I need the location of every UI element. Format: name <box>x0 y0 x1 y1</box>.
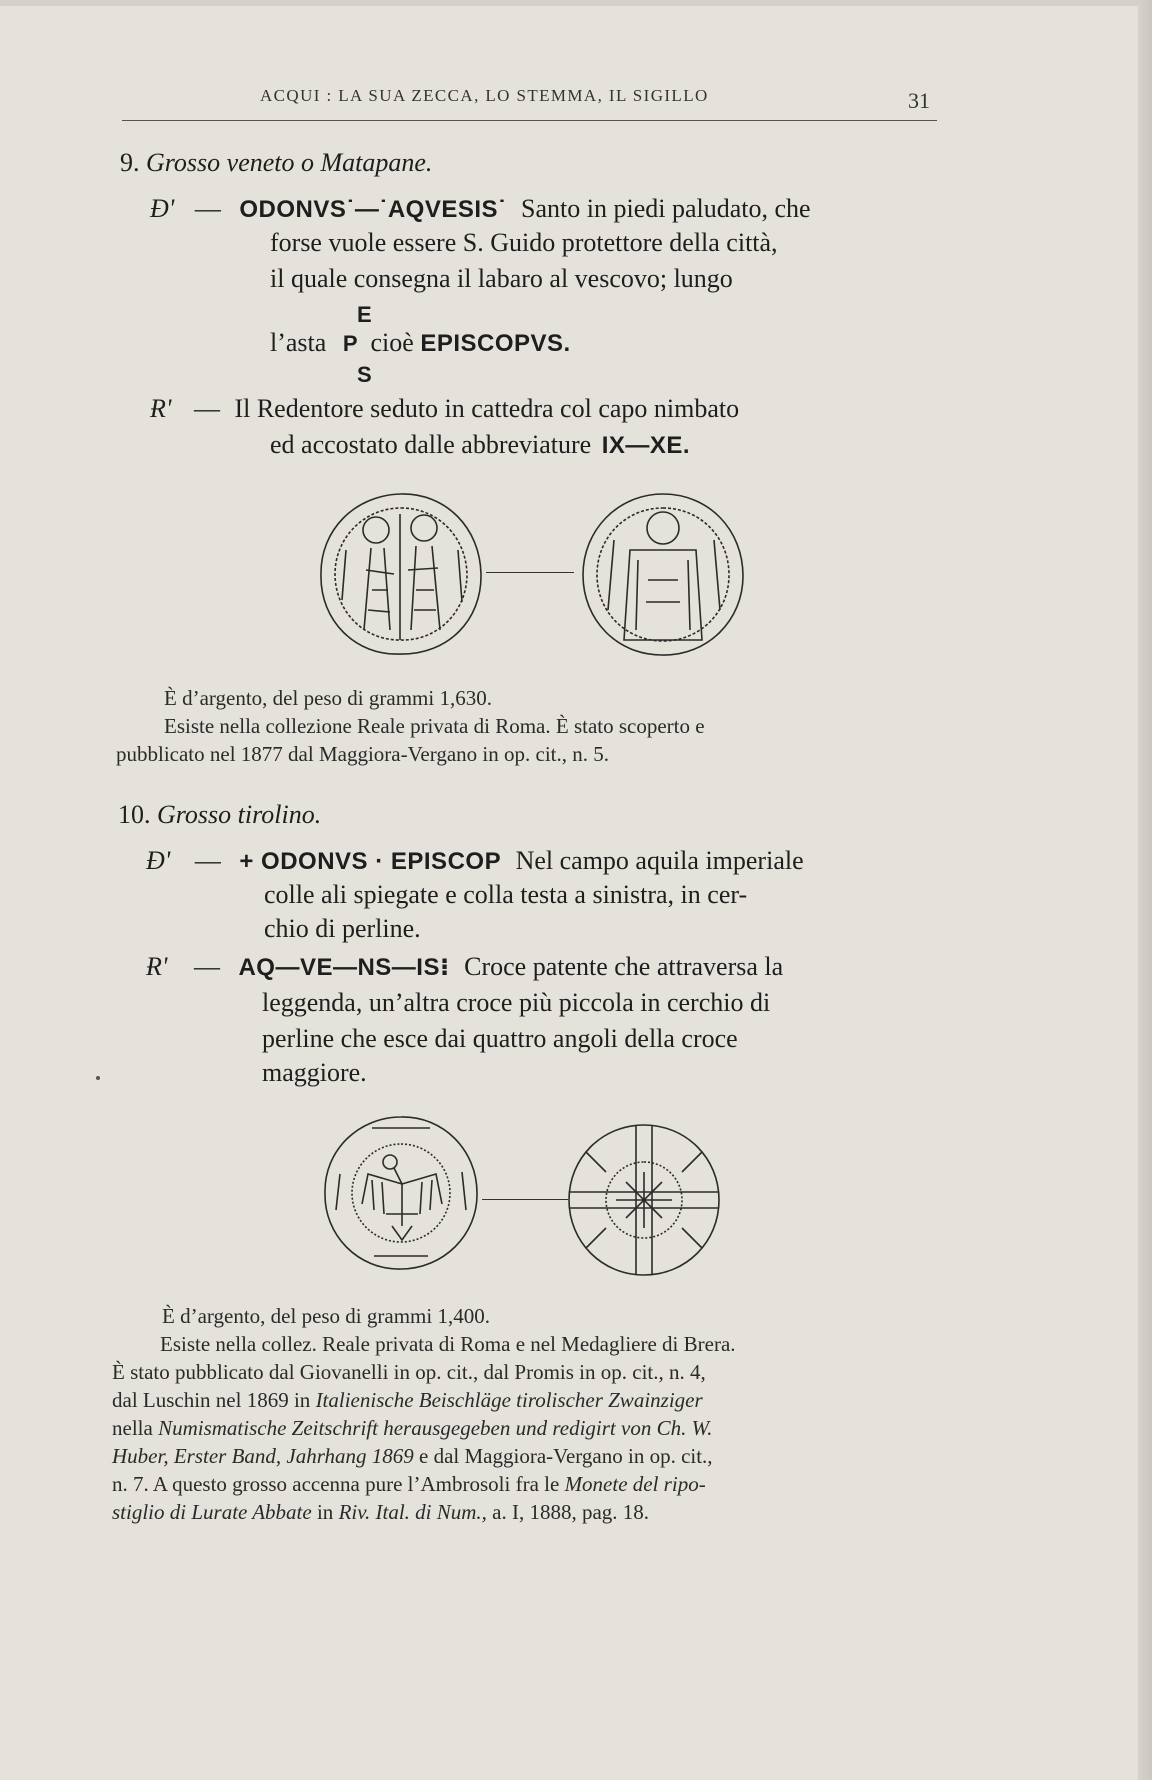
entry9-number: 9. <box>120 148 140 177</box>
reverse-dash: — <box>193 394 220 423</box>
note5-text: e dal Maggiora-Vergano in op. cit., <box>419 1444 713 1468</box>
entry9-reverse-line2 <box>270 432 690 458</box>
entry9-obverse-line2: forse vuole essere S. Guido protettore della città, <box>270 228 778 257</box>
entry10-note6 <box>112 1474 706 1495</box>
stack-letter-p: P <box>342 331 358 356</box>
reverse10-line1-text: Croce patente che attraversa la <box>464 952 784 981</box>
obverse-legend-2: AQVESIS <box>387 196 499 223</box>
obverse10-dash: — <box>194 846 221 875</box>
obverse-legend-1: ODONVS <box>239 196 347 223</box>
entry9-reverse-line1 <box>150 396 739 422</box>
entry9-title: Grosso veneto o Matapane. <box>146 148 433 177</box>
obverse10-legend: + ODONVS · EPISCOP <box>239 848 502 875</box>
coin-pair2-connector <box>482 1199 568 1200</box>
note7-italic1: stiglio di Lurate Abbate <box>112 1500 312 1524</box>
running-head: ACQUI : LA SUA ZECCA, LO STEMMA, IL SIGILLO <box>260 86 709 105</box>
reverse-line1-text: Il Redentore seduto in cattedra col capo nimbato <box>234 394 740 423</box>
entry10-reverse-line2: leggenda, un’altra croce più piccola in cerchio di <box>262 988 771 1017</box>
obverse-legend-sep: ˙—˙ <box>346 196 388 223</box>
obverse10-symbol: Ɖ' <box>146 846 171 875</box>
obverse-line1-text: Santo in piedi paludato, che <box>521 194 811 223</box>
line4-bold: EPISCOPVS. <box>420 330 571 357</box>
note6-italic: Monete del ripo- <box>564 1472 706 1496</box>
page-number: 31 <box>908 88 930 113</box>
tirolino-reverse-coin <box>566 1122 722 1278</box>
obverse10-line1-text: Nel campo aquila imperiale <box>515 846 804 875</box>
reverse10-legend: AQ—VE—NS—IS <box>238 954 440 981</box>
note6-text: n. 7. A questo grosso accenna pure l’Ambrosoli fra le <box>112 1472 560 1496</box>
note7-text1: in <box>316 1500 334 1524</box>
tirolino-obverse-coin <box>322 1114 480 1272</box>
entry10-obverse-line3: chio di perline. <box>264 914 421 943</box>
entry10-obverse-line2: colle ali spiegate e colla testa a sinistra, in cer- <box>264 880 748 909</box>
entry10-note1: Esiste nella collez. Reale privata di Roma e nel Medagliere di Brera. <box>160 1332 736 1356</box>
entry9-heading <box>120 150 432 176</box>
note3-italic: Italienische Beischläge tirolischer Zwainziger <box>315 1388 703 1412</box>
entry10-note5 <box>112 1446 713 1467</box>
entry10-heading <box>118 802 321 828</box>
entry10-title: Grosso tirolino. <box>157 800 322 829</box>
entry10-note7 <box>112 1502 649 1523</box>
entry10-caption1: È d’argento, del peso di grammi 1,400. <box>162 1304 490 1328</box>
page-top-edge <box>0 0 1152 6</box>
entry9-caption3: pubblicato nel 1877 dal Maggiora-Vergano in op. cit., n. 5. <box>116 742 610 766</box>
note4-italic: Numismatische Zeitschrift herausgegeben und redigirt von Ch. W. <box>158 1416 713 1440</box>
matapan-reverse-coin <box>578 490 748 660</box>
page-right-edge <box>1138 0 1152 1780</box>
entry10-note4 <box>112 1418 712 1439</box>
entry9-obverse-line1 <box>150 196 811 222</box>
entry9-obverse-line4 <box>270 330 571 356</box>
reverse-line2-bold: IX—XE. <box>601 432 691 459</box>
obverse-dash: — <box>194 194 221 223</box>
entry9-caption1: È d’argento, del peso di grammi 1,630. <box>164 686 492 710</box>
obverse-legend-dot: ˙ <box>498 196 507 223</box>
stack-letter-e: E <box>357 302 373 327</box>
header-rule <box>122 120 937 121</box>
entry10-reverse-line1 <box>146 954 783 980</box>
note3-text: dal Luschin nel 1869 in <box>112 1388 311 1412</box>
entry10-note2: È stato pubblicato dal Giovanelli in op. cit., dal Promis in op. cit., n. 4, <box>112 1360 706 1384</box>
line4-pre: l’asta <box>270 328 327 357</box>
entry10-obverse-line1 <box>146 848 804 874</box>
line4-post: cioè <box>370 328 414 357</box>
matapan-obverse-coin <box>316 490 486 660</box>
coin-pair1-connector <box>486 572 574 573</box>
note7-italic2: Riv. Ital. di Num., <box>338 1500 487 1524</box>
reverse10-legend-mark: ⁝ <box>439 954 450 981</box>
reverse10-dash: — <box>193 952 220 981</box>
reverse-line2-text: ed accostato dalle abbreviature <box>270 430 592 459</box>
entry10-number: 10. <box>118 800 151 829</box>
stack-letter-s: S <box>357 362 373 387</box>
entry10-reverse-line4: maggiore. <box>262 1058 367 1087</box>
entry9-obverse-line3: il quale consegna il labaro al vescovo; lungo <box>270 264 733 293</box>
entry10-note3 <box>112 1390 703 1411</box>
note4-text: nella <box>112 1416 153 1440</box>
note7-text2: a. I, 1888, pag. 18. <box>492 1500 650 1524</box>
note5-italic: Huber, Erster Band, Jahrhang 1869 <box>112 1444 414 1468</box>
ink-speck <box>96 1076 100 1080</box>
obverse-symbol: Ɖ' <box>150 194 175 223</box>
reverse-symbol: Ɍ' <box>150 394 172 423</box>
entry9-caption2: Esiste nella collezione Reale privata di Roma. È stato scoperto e <box>164 714 705 738</box>
entry10-reverse-line3: perline che esce dai quattro angoli della croce <box>262 1024 738 1053</box>
reverse10-symbol: Ɍ' <box>146 952 168 981</box>
